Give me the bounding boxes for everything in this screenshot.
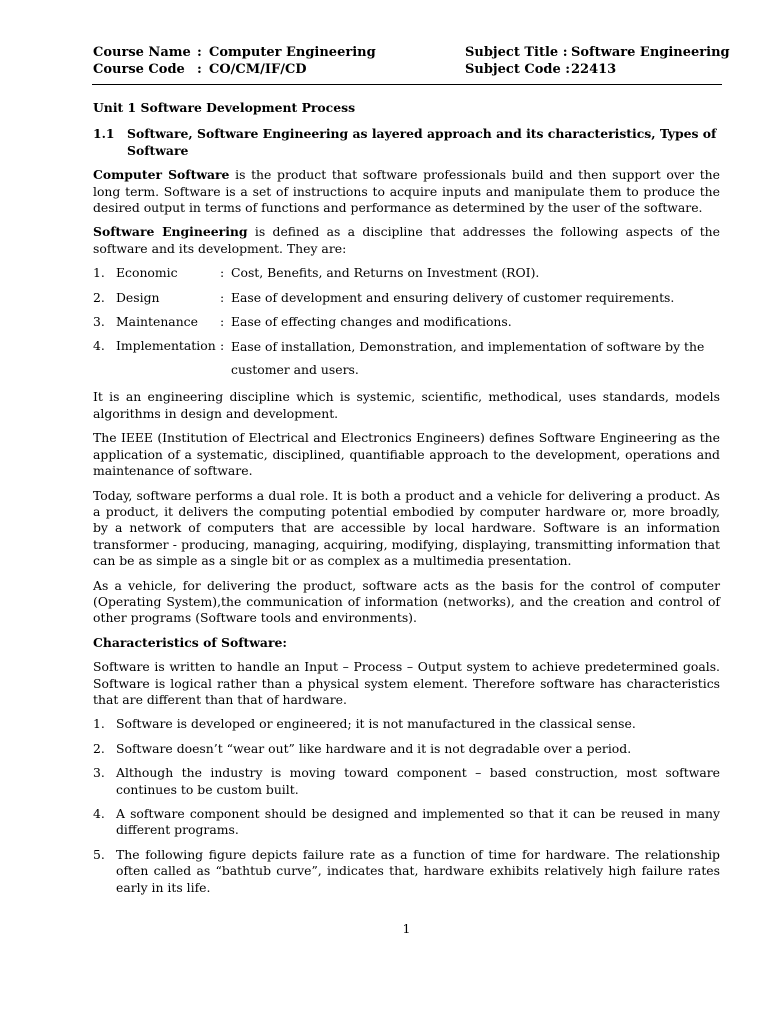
aspect-colon: : <box>220 338 225 354</box>
aspect-description: Ease of installation, Demonstration, and implementation of software by the customer and users. <box>231 339 705 378</box>
characteristic-text: Although the industry is moving toward component – based construction, most software continues to be custom built. <box>116 765 720 797</box>
subject-title-colon: : <box>562 45 568 60</box>
course-code-label: Course Code <box>93 62 185 77</box>
section-number: 1.1 <box>93 126 115 142</box>
characteristic-number: 5. <box>93 846 105 862</box>
characteristic-number: 3. <box>93 765 105 781</box>
aspect-item <box>93 265 720 281</box>
term-software-engineering: Software Engineering <box>93 224 248 240</box>
characteristic-item <box>93 765 720 798</box>
characteristic-item <box>93 847 720 896</box>
characteristic-text: The following figure depicts failure rate as a function of time for hardware. The relationship often called as “bathtub curve”, indicates that, hardware exhibits relatively high failure rates early in its life. <box>116 846 720 895</box>
paragraph-text: is the product that software professionals build and then support over the long term. Software is a set of instructions to acquire inputs and manipulate them to produce the desired output in terms of functions and performance as determined by the user of the software. <box>93 167 720 216</box>
aspect-term: Design <box>116 289 160 305</box>
aspect-colon: : <box>220 314 225 330</box>
aspect-term: Implementation <box>116 338 216 354</box>
page-number: 1 <box>402 921 411 936</box>
term-computer-software: Computer Software <box>93 167 230 183</box>
aspect-item <box>93 314 720 330</box>
paragraph-vehicle: As a vehicle, for delivering the product, software acts as the basis for the control of computer (Operating System),the communication of information (networks), and the creation and control of other programs (Software tools and environments). <box>93 577 720 626</box>
aspect-number: 1. <box>93 265 105 281</box>
course-name-value: Computer Engineering <box>209 45 376 60</box>
characteristic-item <box>93 806 720 839</box>
aspect-item <box>93 338 720 381</box>
subject-title-value: Software Engineering <box>571 45 730 60</box>
subject-code-value: 22413 <box>571 62 617 77</box>
header-divider <box>92 84 722 85</box>
aspect-number: 2. <box>93 289 105 305</box>
subject-title-label-text: Subject Title <box>465 45 559 60</box>
subject-code-label-text: Subject Code <box>465 62 561 77</box>
paragraph-dual-role: Today, software performs a dual role. It is both a product and a vehicle for delivering a product. As a product, it delivers the computing potential embodied by computer hardware or, more broadly, by a network of computers that are accessible by local hardware. Software is an information transformer - producing, managing, acquiring, modifying, displaying, transmitting information that can be as simple as a single bit or as complex as a multimedia presentation. <box>93 487 720 569</box>
aspect-description: Cost, Benefits, and Returns on Investment (ROI). <box>231 265 540 281</box>
paragraph-software-engineering <box>93 224 720 257</box>
unit-title: Unit 1 Software Development Process <box>93 100 356 115</box>
subject-code-label <box>465 61 570 78</box>
aspect-item <box>93 290 720 306</box>
aspect-colon: : <box>220 265 225 281</box>
characteristic-item <box>93 716 720 732</box>
characteristic-number: 2. <box>93 740 105 756</box>
subject-title-label <box>465 44 568 61</box>
document-body <box>93 100 720 904</box>
aspect-number: 4. <box>93 338 105 354</box>
characteristic-text: Software is developed or engineered; it is not manufactured in the classical sense. <box>116 716 636 732</box>
aspect-description: Ease of development and ensuring delivery of customer requirements. <box>231 289 675 305</box>
course-code-value: CO/CM/IF/CD <box>209 62 307 77</box>
course-name-label: Course Name <box>93 45 191 60</box>
paragraph-engineering-discipline: It is an engineering discipline which is systemic, scientific, methodical, uses standards, models algorithms in design and development. <box>93 389 720 421</box>
aspect-colon: : <box>220 289 225 305</box>
paragraph-computer-software <box>93 167 720 216</box>
characteristic-text: A software component should be designed and implemented so that it can be reused in many different programs. <box>116 806 720 838</box>
aspect-description: Ease of effecting changes and modifications. <box>231 314 512 330</box>
paragraph-text: is defined as a discipline that addresses the following aspects of the software and its development. They are: <box>93 224 720 256</box>
characteristics-heading: Characteristics of Software: <box>93 634 287 650</box>
section-heading <box>93 126 720 159</box>
course-name-colon: : <box>197 45 202 60</box>
paragraph-characteristics-intro: Software is written to handle an Input – Process – Output system to achieve predetermined goals. Software is logical rather than a physical system element. Therefore software has characteristics that are different than that of hardware. <box>93 659 720 707</box>
characteristic-text: Software doesn’t “wear out” like hardware and it is not degradable over a period. <box>116 740 632 756</box>
aspect-term: Economic <box>116 265 178 281</box>
characteristic-number: 4. <box>93 806 105 821</box>
aspect-number: 3. <box>93 314 105 330</box>
characteristic-item <box>93 741 720 757</box>
characteristic-number: 1. <box>93 716 105 732</box>
subject-code-colon: : <box>565 62 571 77</box>
section-title: Software, Software Engineering as layered approach and its characteristics, Types of Software <box>127 126 717 158</box>
header-row-2 <box>93 61 721 78</box>
header-row-1 <box>93 44 730 61</box>
paragraph-ieee-definition: The IEEE (Institution of Electrical and Electronics Engineers) defines Software Engineering as the application of a systematic, disciplined, quantifiable approach to the development, operations and maintenance of software. <box>93 430 720 479</box>
page-header <box>93 44 730 78</box>
aspect-term: Maintenance <box>116 314 198 330</box>
course-code-colon: : <box>197 62 202 77</box>
